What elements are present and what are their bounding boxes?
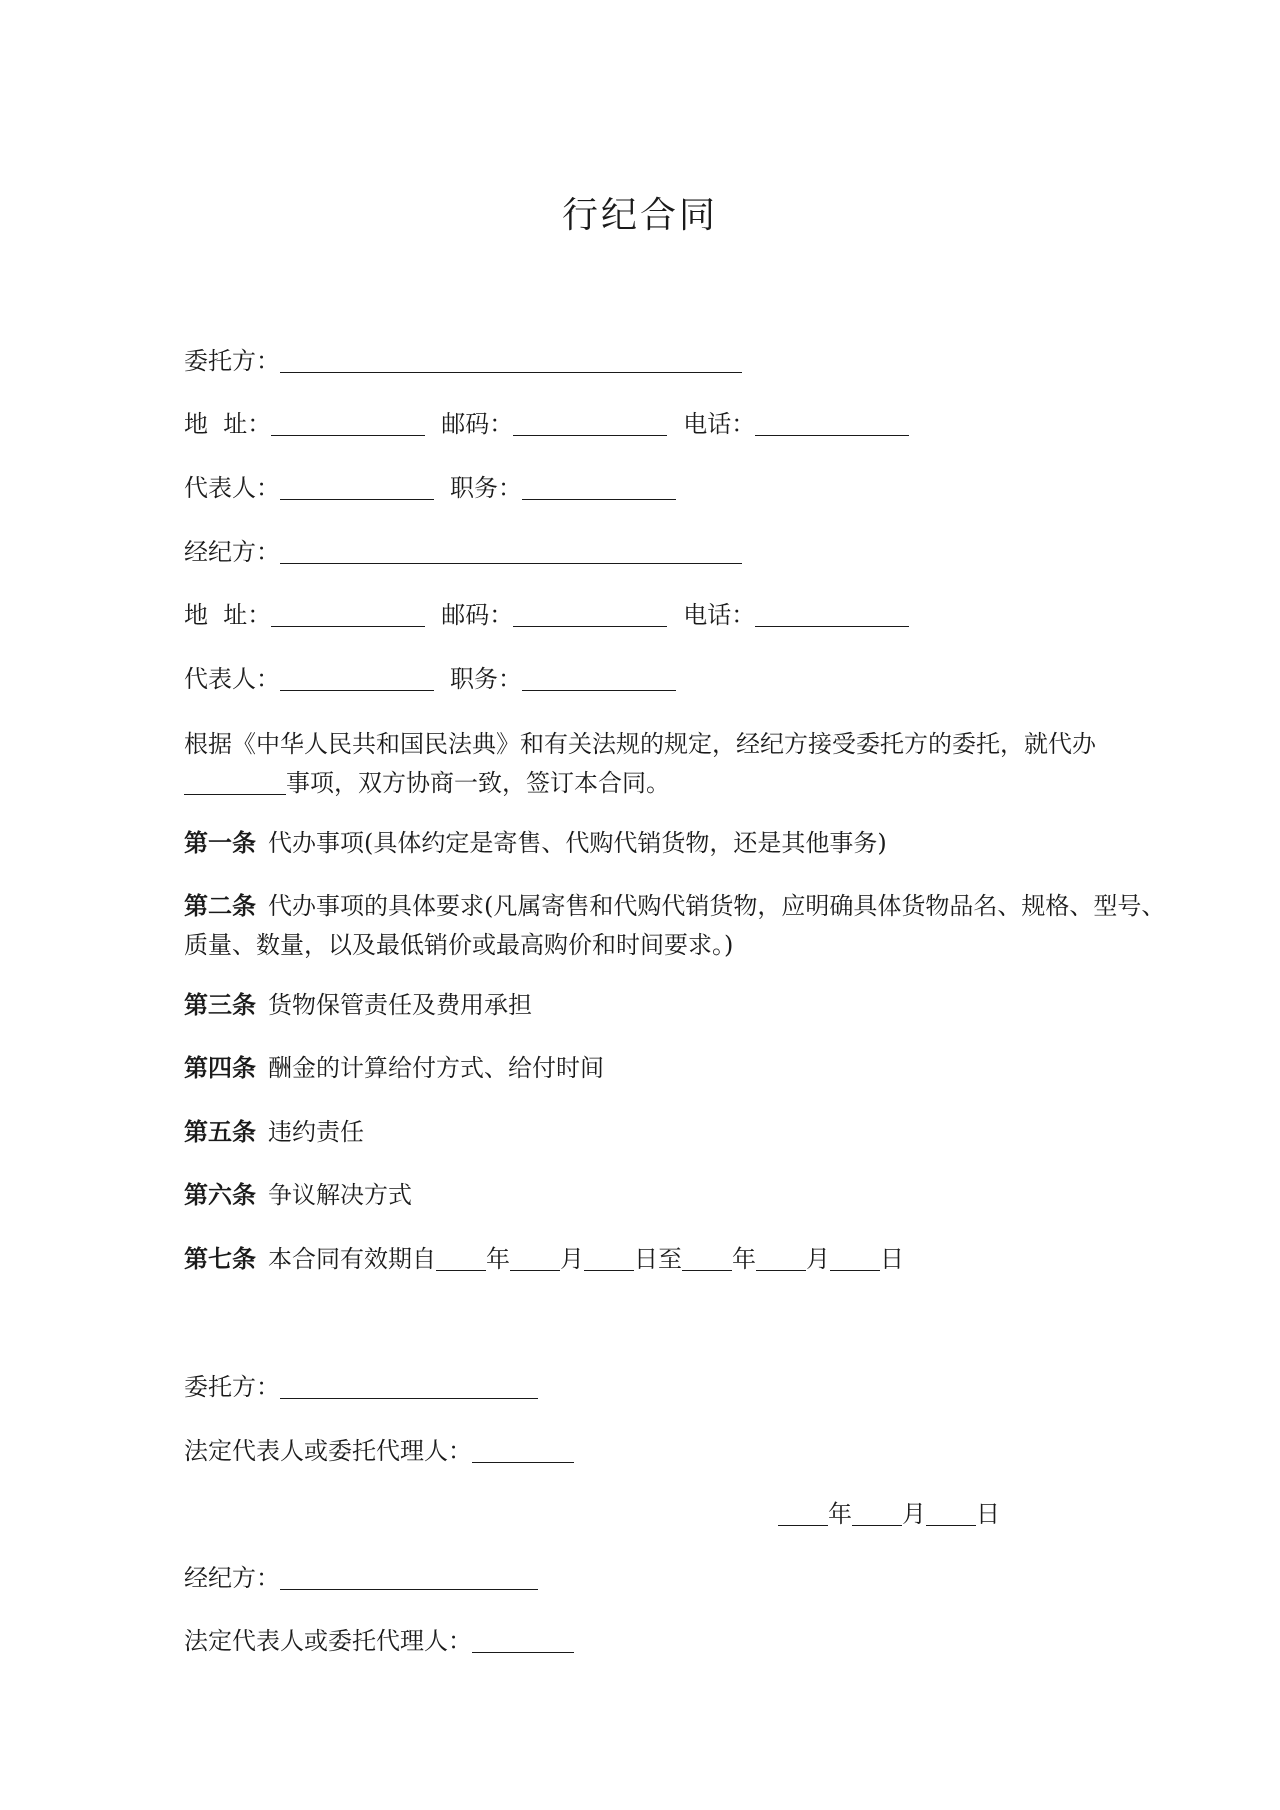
broker-phone-label: 电话：: [683, 601, 756, 629]
article-2-text: 代办事项的具体要求(凡属寄售和代购代销货物，应明确具体货物品名、规格、型号、质量、数量，以及最低销价或最高购价和时间要求。): [184, 892, 1166, 959]
sign-day-unit: 日: [976, 1500, 1000, 1528]
principal-label: 委托方：: [184, 347, 280, 375]
preamble-matter-blank[interactable]: [184, 770, 286, 795]
principal-name-blank[interactable]: [280, 348, 742, 373]
end-day-blank[interactable]: [830, 1246, 880, 1271]
broker-postcode-blank[interactable]: [513, 602, 667, 627]
broker-name-blank[interactable]: [280, 539, 742, 564]
broker-phone-blank[interactable]: [755, 602, 909, 627]
signature-broker-rep-label: 法定代表人或委托代理人：: [184, 1627, 472, 1655]
preamble-part2: 事项，双方协商一致，签订本合同。: [286, 769, 670, 797]
start-year-blank[interactable]: [436, 1246, 486, 1271]
start-month-unit: 月: [560, 1245, 584, 1273]
article-2: [184, 886, 1174, 965]
end-year-blank[interactable]: [682, 1246, 732, 1271]
broker-position-blank[interactable]: [522, 666, 676, 691]
article-5-heading: 第五条: [184, 1117, 256, 1146]
principal-address-blank[interactable]: [271, 411, 425, 436]
sign-day-blank[interactable]: [926, 1501, 976, 1526]
start-year-unit: 年: [486, 1245, 510, 1273]
sign-month-unit: 月: [902, 1500, 926, 1528]
document-title: 行纪合同: [561, 195, 718, 236]
principal-postcode-blank[interactable]: [513, 411, 667, 436]
article-4-heading: 第四条: [184, 1053, 256, 1082]
principal-address-label: 地 址：: [184, 410, 272, 438]
broker-rep-blank[interactable]: [280, 666, 434, 691]
broker-name-line: [184, 535, 742, 569]
preamble-part1: 根据《中华人民共和国民法典》和有关法规的规定，经纪方接受委托方的委托，就代办: [184, 730, 1096, 758]
broker-postcode-label: 邮码：: [441, 601, 514, 629]
principal-phone-label: 电话：: [683, 410, 756, 438]
article-7-text: 本合同有效期自: [268, 1245, 436, 1273]
article-1: [184, 823, 1174, 863]
article-3-heading: 第三条: [184, 990, 256, 1019]
broker-label: 经纪方：: [184, 538, 280, 566]
signature-broker-rep-line: [184, 1624, 574, 1658]
signature-broker-line: [184, 1561, 538, 1595]
article-3-text: 货物保管责任及费用承担: [268, 991, 532, 1019]
sign-year-unit: 年: [828, 1500, 852, 1528]
article-1-heading: 第一条: [184, 828, 256, 857]
article-4: [184, 1048, 1174, 1088]
article-6-heading: 第六条: [184, 1180, 256, 1209]
signature-principal-line: [184, 1370, 538, 1404]
signature-principal-rep-blank[interactable]: [472, 1438, 574, 1463]
principal-postcode-label: 邮码：: [441, 410, 514, 438]
broker-address-label: 地 址：: [184, 601, 272, 629]
end-year-unit: 年: [732, 1245, 756, 1273]
end-month-unit: 月: [806, 1245, 830, 1273]
signature-broker-label: 经纪方：: [184, 1564, 280, 1592]
principal-phone-blank[interactable]: [755, 411, 909, 436]
broker-position-label: 职务：: [450, 665, 522, 693]
broker-address-line: [184, 598, 909, 632]
principal-rep-line: [184, 471, 676, 505]
signature-broker-rep-blank[interactable]: [472, 1628, 574, 1653]
signature-principal-rep-label: 法定代表人或委托代理人：: [184, 1437, 472, 1465]
end-day-unit: 日: [880, 1245, 904, 1273]
article-6: [184, 1175, 1174, 1215]
article-6-text: 争议解决方式: [268, 1181, 412, 1209]
broker-rep-label: 代表人：: [184, 665, 280, 693]
article-5: [184, 1112, 1174, 1152]
preamble: [184, 725, 1174, 803]
article-7: [184, 1239, 1174, 1279]
principal-position-blank[interactable]: [522, 475, 676, 500]
principal-rep-blank[interactable]: [280, 475, 434, 500]
article-3: [184, 985, 1174, 1025]
start-month-blank[interactable]: [510, 1246, 560, 1271]
sign-month-blank[interactable]: [852, 1501, 902, 1526]
principal-name-line: [184, 344, 742, 378]
signature-date-line: [778, 1497, 1000, 1531]
article-1-text: 代办事项(具体约定是寄售、代购代销货物，还是其他事务): [268, 829, 887, 857]
end-month-blank[interactable]: [756, 1246, 806, 1271]
signature-principal-rep-line: [184, 1434, 574, 1468]
signature-principal-blank[interactable]: [280, 1374, 538, 1399]
article-5-text: 违约责任: [268, 1118, 364, 1146]
article-2-heading: 第二条: [184, 891, 256, 920]
until-text: 日至: [634, 1245, 682, 1273]
principal-rep-label: 代表人：: [184, 474, 280, 502]
sign-year-blank[interactable]: [778, 1501, 828, 1526]
signature-broker-blank[interactable]: [280, 1565, 538, 1590]
principal-address-line: [184, 407, 909, 441]
signature-principal-label: 委托方：: [184, 1373, 280, 1401]
broker-address-blank[interactable]: [271, 602, 425, 627]
article-4-text: 酬金的计算给付方式、给付时间: [268, 1054, 604, 1082]
article-7-heading: 第七条: [184, 1244, 256, 1273]
start-day-blank[interactable]: [584, 1246, 634, 1271]
principal-position-label: 职务：: [450, 474, 522, 502]
broker-rep-line: [184, 662, 676, 696]
